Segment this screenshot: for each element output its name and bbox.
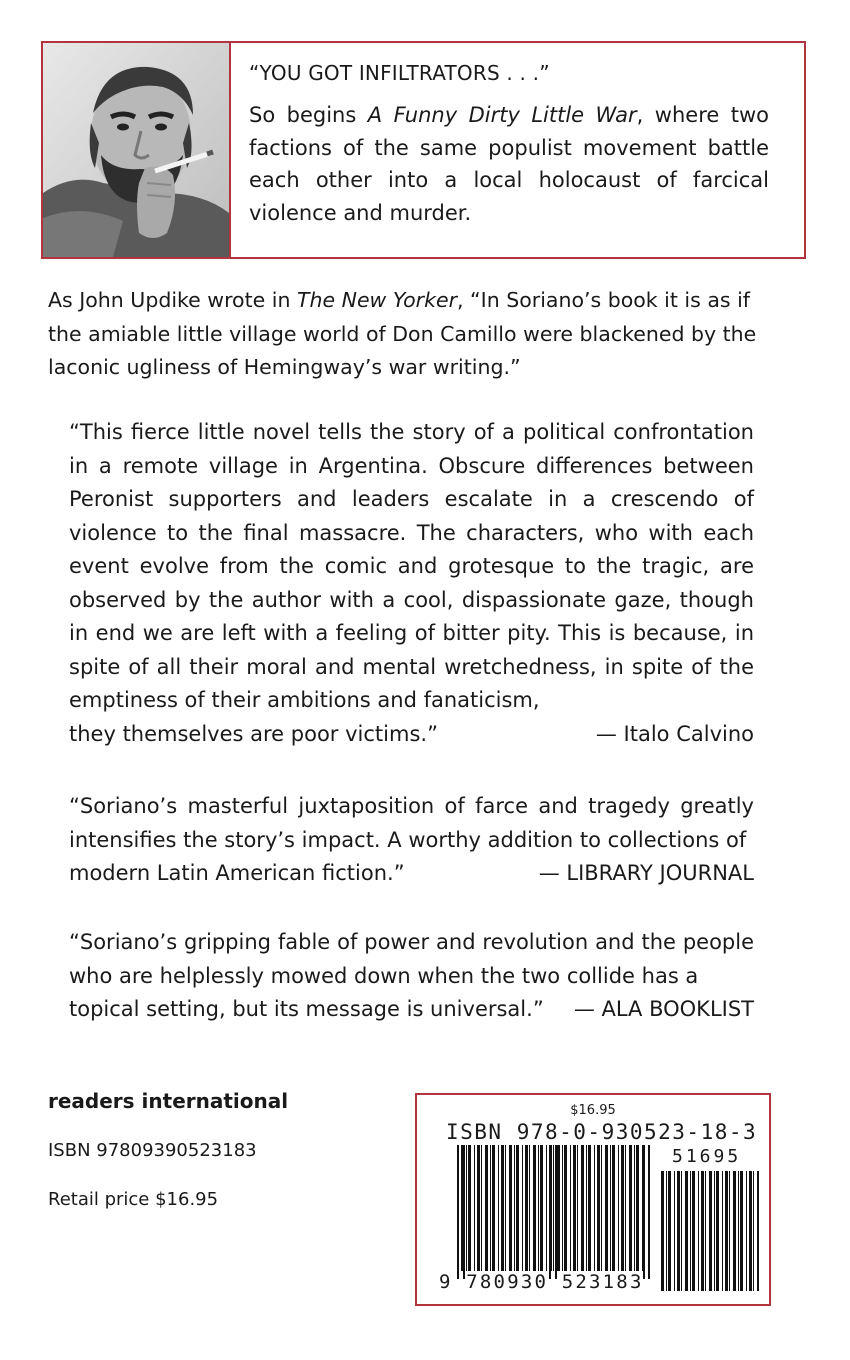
barcode-digits: 9 780930 523183	[439, 1271, 644, 1293]
publisher-name: readers international	[48, 1089, 289, 1113]
quote-last-line: topical setting, but its message is universal.”	[69, 997, 544, 1021]
barcode-box	[415, 1093, 771, 1306]
blurb-headline: “YOU GOT INFILTRATORS . . .”	[249, 61, 550, 85]
review-quote	[69, 416, 754, 751]
book-title: A Funny Dirty Little War	[367, 103, 637, 127]
review-quote	[69, 926, 754, 1027]
quote-last-line: they themselves are poor victims.”	[69, 721, 438, 746]
author-photo	[43, 43, 231, 257]
isbn-line: ISBN 97809390523183	[48, 1140, 257, 1161]
blurb-text: So begins A Funny Dirty Little War, where two factions of the same populist movement battle each other into a local holocaust of farcical violence and murder.	[249, 103, 769, 225]
retail-price: Retail price $16.95	[48, 1189, 219, 1210]
quote-attribution: — Italo Calvino	[595, 721, 754, 746]
updike-paragraph: As John Updike wrote in The New Yorker, “In Soriano’s book it is as if the amiable little village world of Don Camillo were blackened by the laconic ugliness of Hemingway’s war writing.”	[48, 288, 757, 379]
top-blurb-box	[41, 41, 806, 259]
quote-attribution: — LIBRARY JOURNAL	[538, 861, 754, 885]
quote-last-line: modern Latin American fiction.”	[69, 861, 405, 885]
quote-body: “Soriano’s gripping fable of power and revolution and the people who are helplessly mowed down when the two collide has a	[69, 930, 754, 988]
quote-body: “This fierce little novel tells the story of a political confrontation in a remote village in Argentina. Obscure differences between Peronist supporters and leaders escalate in a crescendo of violence to the final massacre. The characters, who with each event evolve from the comic and grotesque to the tragic, are observed by the author with a cool, dispassionate gaze, though in end we are left with a feeling of bitter pity. This is because, in spite of all their moral and mental wretchedness, in spite of the emptiness of their ambitions and fanaticism,	[69, 420, 754, 712]
barcode-addon-digits: 51695	[672, 1146, 742, 1167]
quote-attribution: — ALA BOOKLIST	[573, 997, 754, 1021]
barcode-price: $16.95	[570, 1103, 616, 1118]
review-quote	[69, 790, 754, 891]
publication-name: The New Yorker	[296, 288, 457, 312]
barcode-isbn: ISBN 978-0-930523-18-3	[446, 1120, 758, 1144]
quote-body: “Soriano’s masterful juxtaposition of farce and tragedy greatly intensifies the story’s impact. A worthy addition to collections of	[69, 794, 754, 852]
